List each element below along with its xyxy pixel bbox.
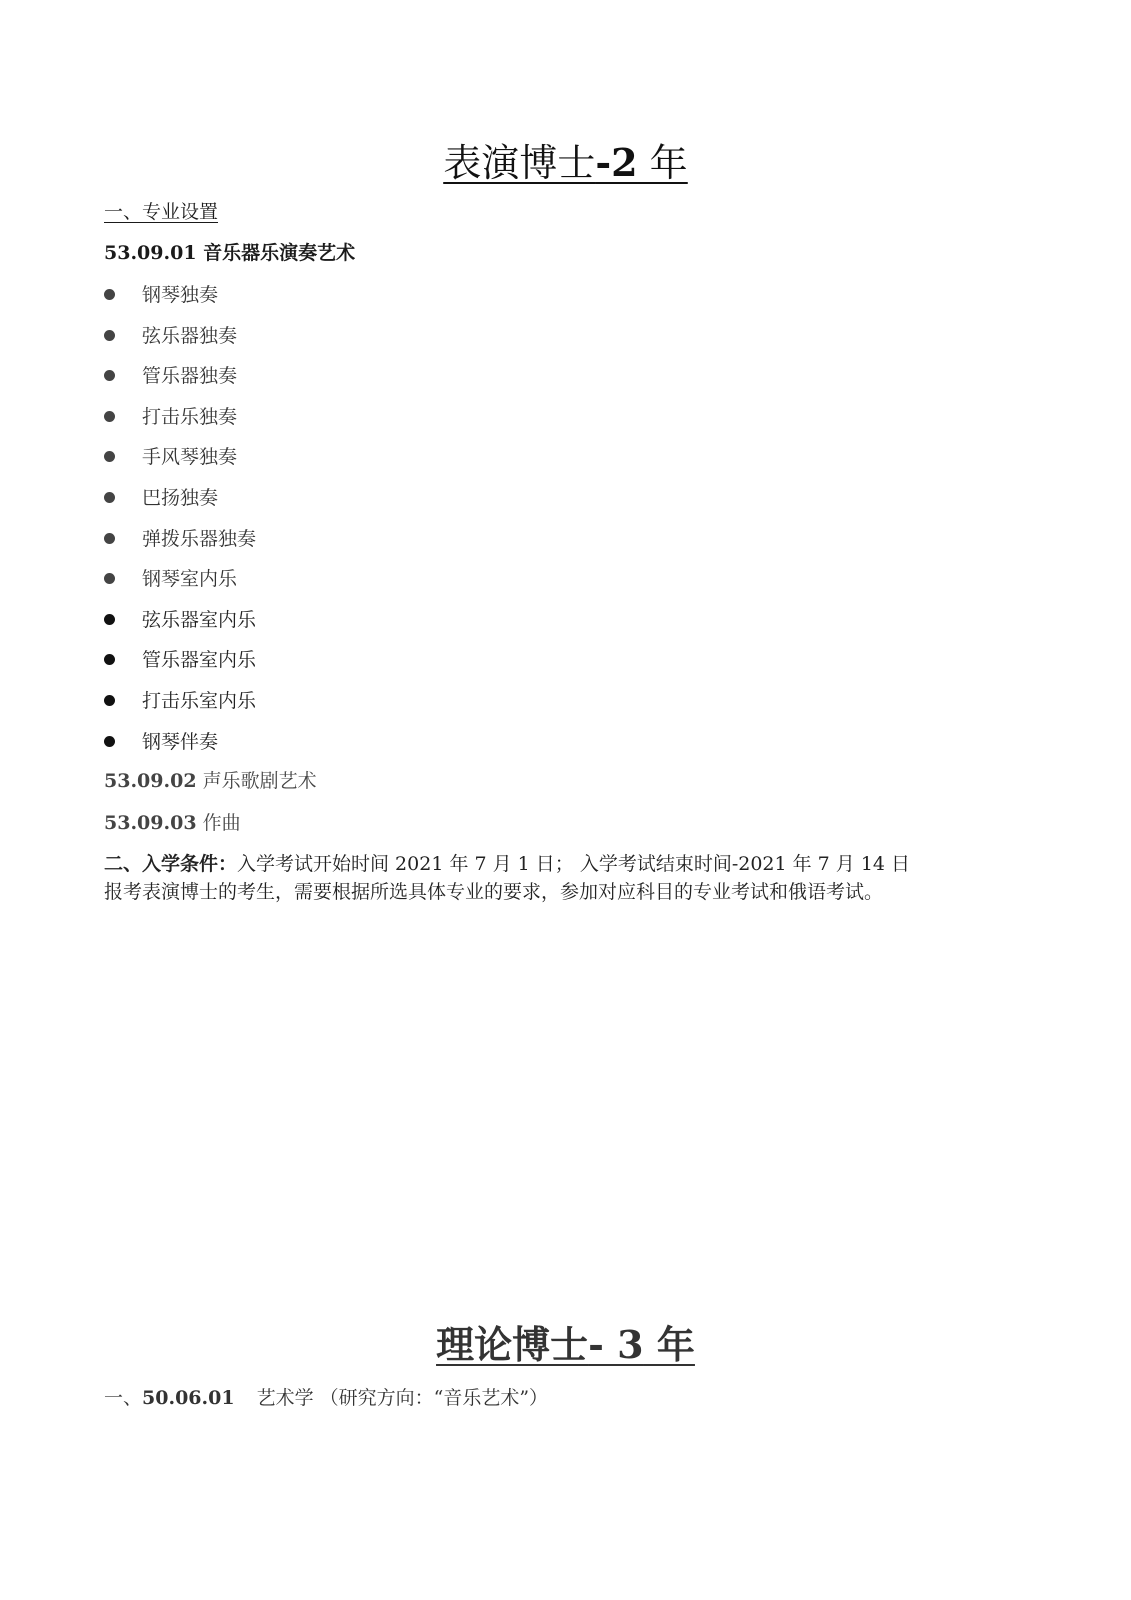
- list-item: 钢琴室内乐: [104, 566, 256, 607]
- specialty-vocal-opera: 53.09.02 声乐歌剧艺术: [104, 770, 317, 792]
- bullet-icon: [104, 695, 115, 706]
- bullet-icon: [104, 330, 115, 341]
- list-item: 管乐器独奏: [104, 363, 256, 404]
- admission-conditions: 二、入学条件：入学考试开始时间 2021 年 7 月 1 日； 入学考试结束时间-2021 年 7 月 14 日: [104, 853, 911, 875]
- list-item: 管乐器室内乐: [104, 647, 256, 688]
- bullet-icon: [104, 451, 115, 462]
- list-item: 钢琴伴奏: [104, 729, 256, 770]
- admission-note: 报考表演博士的考生，需要根据所选具体专业的要求，参加对应科目的专业考试和俄语考试。: [104, 881, 884, 903]
- performance-doctorate-title: 表演博士-2 年: [443, 140, 688, 185]
- list-item: 手风琴独奏: [104, 444, 256, 485]
- specialty-composition: 53.09.03 作曲: [104, 812, 241, 834]
- bullet-icon: [104, 736, 115, 747]
- bullet-icon: [104, 370, 115, 381]
- theory-specialty: 一、50.06.01 艺术学 （研究方向：“音乐艺术”）: [104, 1387, 549, 1409]
- list-item: 打击乐室内乐: [104, 688, 256, 729]
- list-item: 打击乐独奏: [104, 404, 256, 445]
- bullet-icon: [104, 411, 115, 422]
- theory-doctorate-title: 理论博士- 3 年: [436, 1322, 695, 1367]
- specialty-instrumental: 53.09.01 音乐器乐演奏艺术: [104, 242, 356, 264]
- list-item: 弦乐器室内乐: [104, 607, 256, 648]
- list-item: 弹拨乐器独奏: [104, 526, 256, 567]
- list-item: 钢琴独奏: [104, 282, 256, 323]
- bullet-icon: [104, 289, 115, 300]
- list-item: 弦乐器独奏: [104, 323, 256, 364]
- list-item: 巴扬独奏: [104, 485, 256, 526]
- bullet-icon: [104, 573, 115, 584]
- instrument-list: [104, 282, 256, 769]
- bullet-icon: [104, 533, 115, 544]
- bullet-icon: [104, 492, 115, 503]
- section-heading-specialties: 一、专业设置: [104, 201, 219, 223]
- bullet-icon: [104, 614, 115, 625]
- bullet-icon: [104, 654, 115, 665]
